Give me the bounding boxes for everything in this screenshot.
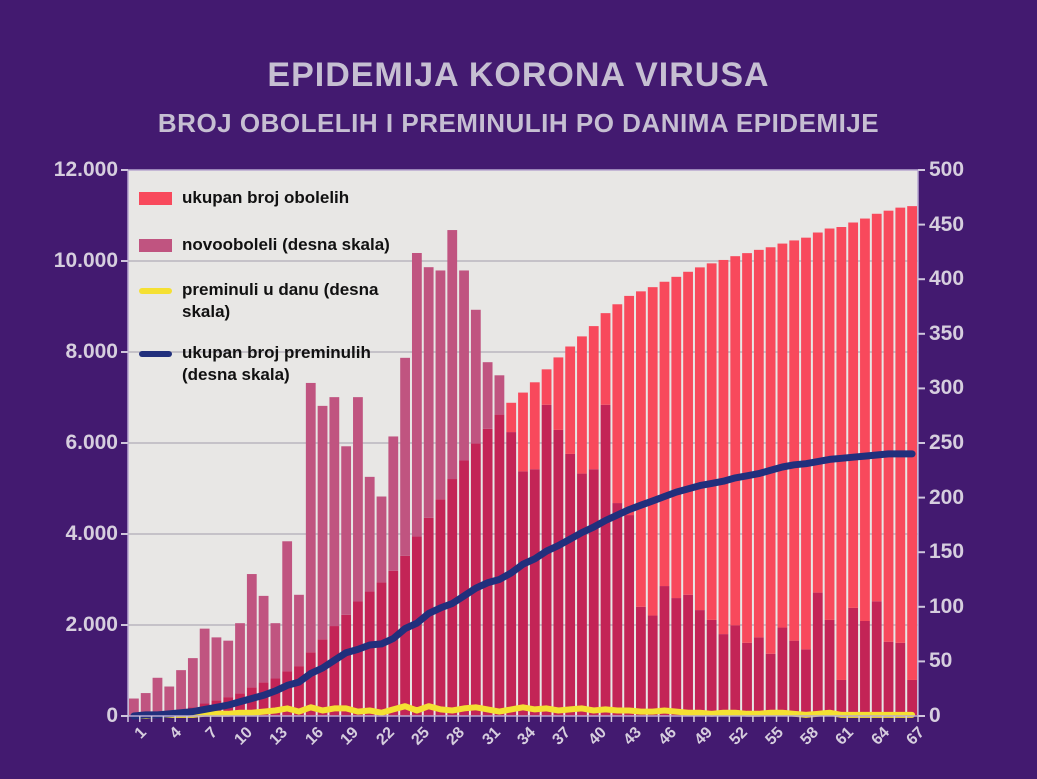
bar-segment-new-cases [282,541,292,671]
bar-segment-overlap [836,680,846,716]
bar-segment-overlap [872,601,882,716]
x-axis-label: 25 [408,724,433,749]
legend [139,187,459,386]
bar-segment-overlap [553,430,563,716]
bar-segment-total-cases [907,206,917,680]
bar-segment-total-cases [683,272,693,595]
bar-segment-total-cases [801,238,811,650]
right-axis-tick-label: 500 [929,158,965,181]
x-axis-label: 19 [337,724,363,749]
bar-segment-overlap [766,654,776,716]
bar-segment-overlap [660,586,670,716]
bar-segment-new-cases [259,596,269,682]
bar-segment-total-cases [671,277,681,598]
page-subtitle: BROJ OBOLELIH I PREMINULIH PO DANIMA EPIDEMIJE [157,108,880,138]
x-axis-label: 16 [302,724,327,749]
bar-segment-new-cases [235,623,245,693]
bar-segment-overlap [683,595,693,716]
right-axis-tick-label: 250 [929,431,965,454]
right-axis-tick-label: 300 [929,376,965,400]
x-axis-label: 37 [549,724,575,749]
bar-segment-new-cases [153,678,163,713]
bar-segment-overlap [636,607,646,716]
legend-label: ukupan broj preminulih (desna skala) [182,343,371,384]
bar-segment-overlap [860,621,870,716]
bar-segment-overlap [754,637,764,716]
x-axis-label: 64 [868,724,893,749]
legend-item-total-cases [139,187,459,209]
bar-segment-total-cases [624,296,634,515]
bar-segment-overlap [719,634,729,716]
bar-segment-overlap [813,593,823,716]
bar-segment-total-cases [518,393,528,472]
bar-segment-overlap [353,602,363,716]
bar-segment-new-cases [495,375,505,414]
x-axis-label: 46 [655,724,681,749]
bar-segment-overlap [671,598,681,716]
bar-segment-total-cases [719,260,729,634]
bar-segment-total-cases [577,336,587,473]
legend-label: preminuli u danu (desna skala) [182,280,379,321]
bar-segment-overlap [471,444,481,716]
bar-segment-overlap [884,642,894,716]
x-axis-label: 7 [202,724,221,743]
bar-segment-new-cases [329,397,339,626]
bar-segment-overlap [778,628,788,716]
bar-segment-total-cases [660,282,670,586]
new-cases-swatch-icon [139,239,172,252]
bar-segment-total-cases [707,263,717,620]
bar-segment-new-cases [341,446,351,615]
bar-segment-overlap [730,625,740,716]
bar-segment-overlap [565,454,575,716]
bar-segment-overlap [695,610,705,716]
bar-segment-total-cases [754,250,764,638]
bar-segment-overlap [518,471,528,716]
right-axis-tick-label: 400 [929,267,965,291]
total-deaths-swatch-icon [139,351,172,357]
right-axis-tick-label: 200 [929,485,965,509]
bar-segment-total-cases [553,357,563,429]
bar-segment-new-cases [353,397,363,601]
total-cases-swatch-icon [139,192,172,205]
bar-segment-overlap [825,620,835,716]
bar-segment-overlap [483,429,493,716]
bar-segment-new-cases [176,670,186,709]
bar-segment-new-cases [294,595,304,666]
bar-segment-new-cases [459,270,469,460]
page-title: EPIDEMIJA KORONA VIRUSA [267,56,770,94]
bar-segment-new-cases [388,436,398,570]
x-axis-label: 52 [726,724,752,749]
bar-segment-overlap [848,608,858,716]
bar-segment-total-cases [813,233,823,593]
bar-segment-total-cases [895,208,905,643]
bar-segment-total-cases [601,313,611,405]
bar-segment-overlap [601,405,611,716]
right-axis-tick-label: 0 [929,704,941,727]
bar-segment-total-cases [565,346,575,453]
bar-segment-total-cases [789,240,799,640]
bar-segment-new-cases [306,383,316,652]
bar-segment-overlap [377,582,387,716]
bar-segment-total-cases [766,247,776,653]
bar-segment-total-cases [825,229,835,620]
left-axis-tick-label: 6.000 [65,431,118,454]
right-axis-tick-label: 450 [929,212,965,236]
bar-segment-new-cases [247,574,257,687]
bar-segment-total-cases [542,369,552,404]
bar-segment-total-cases [884,211,894,642]
bar-segment-overlap [789,641,799,716]
bar-segment-new-cases [365,477,375,592]
bar-segment-overlap [742,643,752,716]
bar-segment-overlap [530,469,540,716]
bar-segment-total-cases [636,291,646,606]
bar-segment-new-cases [164,687,174,712]
x-axis-label: 34 [514,724,540,749]
x-axis-label: 10 [231,724,257,749]
bar-segment-new-cases [270,623,280,678]
bar-segment-total-cases [778,244,788,628]
x-axis-label: 4 [166,724,186,743]
bar-segment-overlap [318,639,328,716]
bar-segment-total-cases [742,253,752,643]
left-axis-tick-label: 4.000 [65,522,118,545]
bar-segment-overlap [589,469,599,716]
x-axis-label: 13 [266,724,292,749]
bar-segment-total-cases [530,382,540,469]
bar-segment-overlap [329,626,339,716]
bar-segment-new-cases [188,658,198,707]
bar-segment-total-cases [730,256,740,625]
left-axis-tick-label: 8.000 [65,340,118,363]
bar-segment-overlap [895,643,905,716]
bar-segment-new-cases [471,310,481,444]
bar-segment-total-cases [506,403,516,432]
bar-segment-overlap [495,415,505,716]
right-axis-tick-label: 50 [929,649,953,673]
bar-segment-total-cases [836,227,846,680]
x-axis-label: 40 [585,724,610,749]
bar-segment-total-cases [848,223,858,608]
left-axis-tick-label: 0 [106,704,118,727]
bar-segment-overlap [341,615,351,716]
x-axis-label: 55 [762,724,787,749]
bar-segment-new-cases [200,629,210,704]
x-axis-label: 1 [131,724,150,743]
legend-label: ukupan broj obolelih [182,188,350,207]
legend-item-daily-deaths [139,279,459,323]
legend-item-total-deaths [139,342,459,386]
x-axis-label: 28 [443,724,469,749]
bar-segment-overlap [612,503,622,716]
bar-segment-total-cases [872,214,882,602]
x-axis-label: 22 [372,724,398,749]
bar-segment-overlap [542,405,552,716]
x-axis-label: 31 [479,724,504,749]
bar-segment-new-cases [377,497,387,583]
bar-segment-overlap [459,460,469,716]
bar-segment-total-cases [695,267,705,610]
left-axis-tick-label: 2.000 [65,613,118,636]
left-axis-tick-label: 12.000 [53,158,118,181]
right-axis-tick-label: 100 [929,594,965,618]
bar-segment-overlap [365,592,375,716]
bar-segment-overlap [624,515,634,716]
legend-label: novooboleli (desna skala) [182,235,390,254]
bar-segment-total-cases [589,326,599,469]
bar-segment-new-cases [223,641,233,697]
bar-segment-overlap [801,649,811,716]
bar-segment-total-cases [648,287,658,615]
bar-segment-new-cases [141,693,151,714]
x-axis-label: 61 [832,724,858,749]
bar-segment-new-cases [483,362,493,429]
x-axis-label: 67 [903,724,929,749]
x-axis-label: 43 [620,724,646,749]
bar-segment-new-cases [212,637,222,700]
bar-segment-new-cases [318,406,328,639]
bar-segment-new-cases [400,358,410,556]
right-axis-tick-label: 150 [929,540,965,564]
left-axis-tick-label: 10.000 [53,249,118,272]
bar-segment-overlap [648,616,658,716]
bar-segment-overlap [907,680,917,716]
bar-segment-total-cases [860,219,870,621]
right-axis-tick-label: 350 [929,321,965,345]
daily-deaths-swatch-icon [139,288,172,294]
x-axis-label: 58 [797,724,823,749]
legend-item-new-cases [139,234,459,256]
x-axis-label: 49 [691,724,716,749]
bar-segment-overlap [577,474,587,716]
bar-segment-overlap [707,620,717,716]
bar-segment-total-cases [612,304,622,503]
